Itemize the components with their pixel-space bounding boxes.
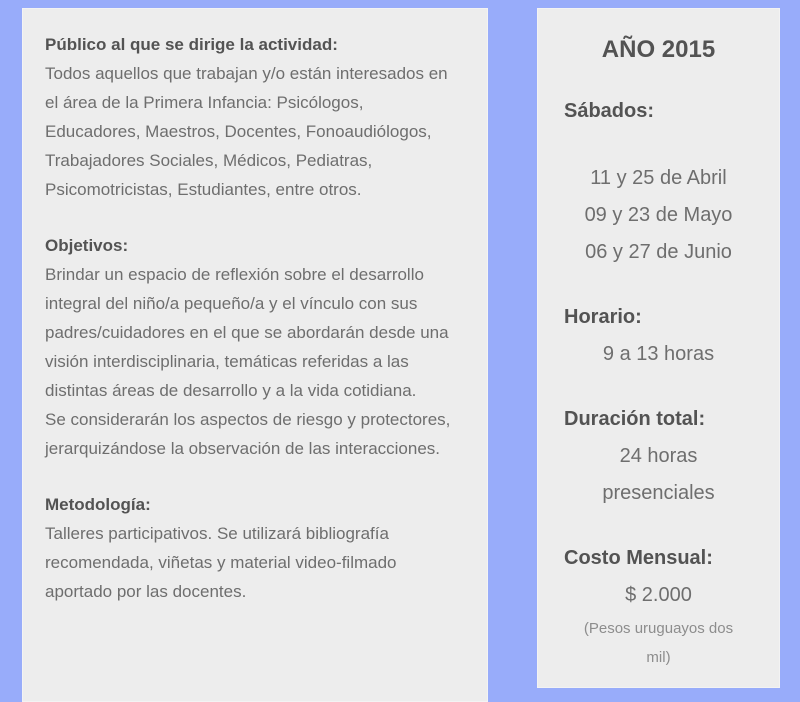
schedule-value: 24 horas presenciales xyxy=(602,445,715,504)
schedule-label: Costo Mensual: xyxy=(564,547,713,569)
schedule-section xyxy=(564,303,753,373)
schedule-value: 9 a 13 horas xyxy=(602,343,715,365)
schedule-note: (Pesos uruguayos dos mil) xyxy=(583,620,734,666)
schedule-label: Sábados: xyxy=(564,100,655,122)
section-paragraph: Brindar un espacio de reflexión sobre el desarrollo integral del niño/a pequeño/a y el vínculo con sus padres/cuidadores en el que se abordarán desde una visión interdisciplinaria, temáticas referidas a las distintas áreas de desarrollo y a la vida cotidiana. xyxy=(45,265,449,400)
schedule-sections xyxy=(564,97,753,672)
schedule-value: 09 y 23 de Mayo xyxy=(584,204,733,226)
section-heading: Público al que se dirige la actividad: xyxy=(45,35,338,54)
schedule-value: 06 y 27 de Junio xyxy=(585,241,732,263)
info-section xyxy=(45,231,461,463)
schedule-section xyxy=(564,405,753,512)
info-section xyxy=(45,30,461,204)
section-paragraph: Todos aquellos que trabajan y/o están interesados en el área de la Primera Infancia: Psicólogos, Educadores, Maestros, Docentes, Fonoaudiólogos, Trabajadores Sociales, Médicos, Pediatras, Psicomotricistas, Estudiantes, entre otros. xyxy=(45,64,448,199)
schedule-value: $ 2.000 xyxy=(625,584,692,606)
schedule-values xyxy=(564,336,753,373)
schedule-panel xyxy=(537,8,780,688)
section-heading: Objetivos: xyxy=(45,236,129,255)
section-paragraph: Se considerarán los aspectos de riesgo y protectores, jerarquizándose la observación de las interacciones. xyxy=(45,410,451,458)
schedule-value: 11 y 25 de Abril xyxy=(590,167,727,189)
info-section xyxy=(45,490,461,606)
section-paragraph: Talleres participativos. Se utilizará bibliografía recomendada, viñetas y material video-filmado aportado por las docentes. xyxy=(45,524,397,601)
schedule-values xyxy=(564,438,753,512)
schedule-label: Duración total: xyxy=(564,408,706,430)
year-title: AÑO 2015 xyxy=(601,36,716,63)
schedule-values xyxy=(564,160,753,271)
activity-info-panel xyxy=(22,8,488,702)
schedule-section xyxy=(564,97,753,271)
schedule-values xyxy=(564,577,753,614)
schedule-section xyxy=(564,544,753,672)
schedule-label: Horario: xyxy=(564,306,642,328)
section-heading: Metodología: xyxy=(45,495,151,514)
